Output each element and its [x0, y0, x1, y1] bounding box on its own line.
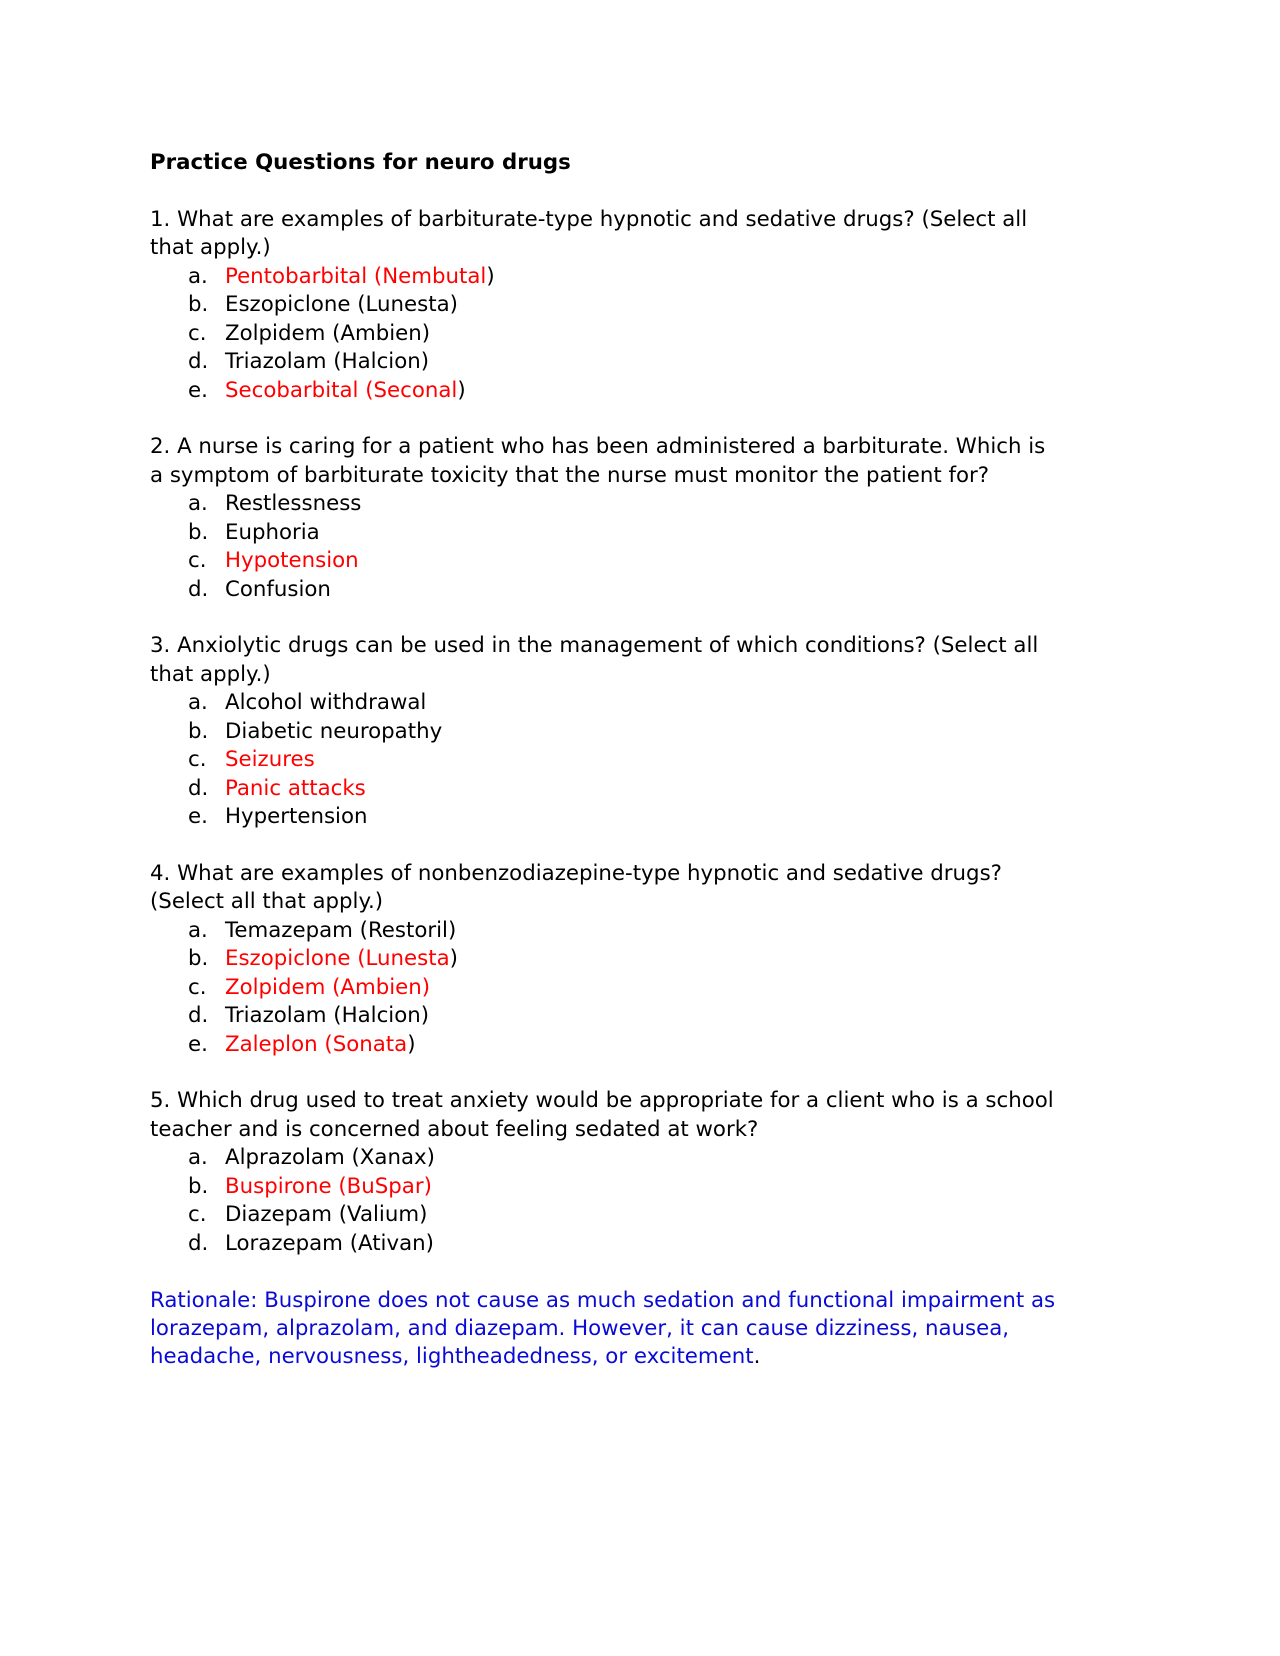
answer-option	[150, 803, 1150, 831]
answer-option	[150, 1201, 1150, 1229]
option-text: Panic attacks	[225, 775, 366, 801]
option-text: Triazolam (Halcion)	[225, 1003, 430, 1029]
option-text: Alprazolam (Xanax)	[225, 1145, 435, 1171]
option-label: b.	[188, 519, 209, 545]
option-text: Zolpidem (Ambien)	[225, 974, 431, 1000]
option-text: Triazolam (Halcion)	[225, 349, 430, 375]
option-label: b.	[188, 1173, 209, 1199]
question-text: that apply.)	[150, 661, 271, 687]
question-text: 2. A nurse is caring for a patient who has been administered a barbiturate. Which is	[150, 434, 1046, 460]
option-label: c.	[188, 320, 207, 346]
option-text: Hypotension	[225, 548, 359, 574]
answer-option	[150, 718, 1150, 746]
question-text: 4. What are examples of nonbenzodiazepine-type hypnotic and sedative drugs?	[150, 860, 1002, 886]
answer-option-correct	[150, 263, 1150, 291]
option-label: e.	[188, 377, 208, 403]
question-text: a symptom of barbiturate toxicity that the nurse must monitor the patient for?	[150, 462, 990, 488]
option-text: Confusion	[225, 576, 331, 602]
option-text: Euphoria	[225, 519, 320, 545]
option-label: a.	[188, 1145, 208, 1171]
answer-option	[150, 320, 1150, 348]
answer-option-correct	[150, 377, 1150, 405]
option-suffix: )	[449, 946, 458, 972]
rationale-text: headache, nervousness, lightheadedness, or excitement	[150, 1344, 754, 1370]
option-label: a.	[188, 917, 208, 943]
answer-option	[150, 519, 1150, 547]
option-label: a.	[188, 690, 208, 716]
answer-option-correct	[150, 775, 1150, 803]
spacer	[150, 1258, 1150, 1286]
option-text: Pentobarbital (Nembutal	[225, 263, 487, 289]
answer-option-correct	[150, 1031, 1150, 1059]
rationale	[150, 1287, 1150, 1372]
option-text: Diazepam (Valium)	[225, 1202, 428, 1228]
question-text: (Select all that apply.)	[150, 889, 384, 915]
option-text: Temazepam (Restoril)	[225, 917, 457, 943]
question-text: teacher and is concerned about feeling sedated at work?	[150, 1116, 759, 1142]
answer-option	[150, 1144, 1150, 1172]
rationale-line	[150, 1343, 1150, 1371]
answer-option	[150, 576, 1150, 604]
question-text: 5. Which drug used to treat anxiety would be appropriate for a client who is a school	[150, 1088, 1054, 1114]
answer-option	[150, 291, 1150, 319]
document-title: Practice Questions for neuro drugs	[150, 150, 571, 175]
option-text: Hypertension	[225, 804, 368, 830]
answer-option	[150, 1230, 1150, 1258]
spacer	[150, 177, 1150, 205]
option-label: d.	[188, 1003, 209, 1029]
option-text: Seizures	[225, 747, 315, 773]
answer-option-correct	[150, 547, 1150, 575]
option-label: c.	[188, 747, 207, 773]
option-text: Zolpidem (Ambien)	[225, 320, 431, 346]
option-label: a.	[188, 491, 208, 517]
answer-option	[150, 917, 1150, 945]
question-text: 1. What are examples of barbiturate-type hypnotic and sedative drugs? (Select all	[150, 206, 1028, 232]
rationale-text: lorazepam, alprazolam, and diazepam. However, it can cause dizziness, nausea,	[150, 1315, 1010, 1341]
option-text: Eszopiclone (Lunesta)	[225, 292, 458, 318]
option-suffix: )	[457, 377, 466, 403]
option-text: Buspirone (BuSpar)	[225, 1173, 432, 1199]
answer-option-correct	[150, 1173, 1150, 1201]
answer-option-correct	[150, 974, 1150, 1002]
rationale-line	[150, 1287, 1150, 1315]
option-label: d.	[188, 576, 209, 602]
question-3	[150, 632, 1150, 860]
option-label: c.	[188, 1202, 207, 1228]
option-text: Alcohol withdrawal	[225, 690, 427, 716]
option-label: b.	[188, 292, 209, 318]
option-label: c.	[188, 974, 207, 1000]
option-label: b.	[188, 946, 209, 972]
option-label: d.	[188, 1230, 209, 1256]
question-4	[150, 860, 1150, 1088]
option-label: c.	[188, 548, 207, 574]
option-suffix: )	[486, 263, 495, 289]
rationale-suffix: .	[753, 1344, 761, 1370]
option-label: d.	[188, 775, 209, 801]
option-text: Eszopiclone (Lunesta	[225, 946, 450, 972]
spacer	[150, 604, 1150, 632]
answer-option	[150, 1002, 1150, 1030]
question-1	[150, 206, 1150, 434]
answer-option	[150, 348, 1150, 376]
rationale-line	[150, 1315, 1150, 1343]
option-text: Diabetic neuropathy	[225, 718, 443, 744]
spacer	[150, 832, 1150, 860]
option-text: Restlessness	[225, 491, 362, 517]
option-label: e.	[188, 1031, 208, 1057]
answer-option	[150, 689, 1150, 717]
option-label: d.	[188, 349, 209, 375]
question-2	[150, 433, 1150, 632]
document-page	[150, 149, 1150, 1372]
option-text: Zaleplon (Sonata	[225, 1031, 408, 1057]
question-text: 3. Anxiolytic drugs can be used in the management of which conditions? (Select all	[150, 633, 1039, 659]
question-5	[150, 1087, 1150, 1286]
rationale-text: Rationale: Buspirone does not cause as much sedation and functional impairment as	[150, 1287, 1056, 1313]
spacer	[150, 1059, 1150, 1087]
answer-option	[150, 490, 1150, 518]
answer-option-correct	[150, 746, 1150, 774]
option-text: Lorazepam (Ativan)	[225, 1230, 434, 1256]
option-suffix: )	[407, 1031, 416, 1057]
option-label: a.	[188, 263, 208, 289]
option-label: b.	[188, 718, 209, 744]
option-text: Secobarbital (Seconal	[225, 377, 458, 403]
question-text: that apply.)	[150, 235, 271, 261]
answer-option-correct	[150, 945, 1150, 973]
spacer	[150, 405, 1150, 433]
option-label: e.	[188, 804, 208, 830]
